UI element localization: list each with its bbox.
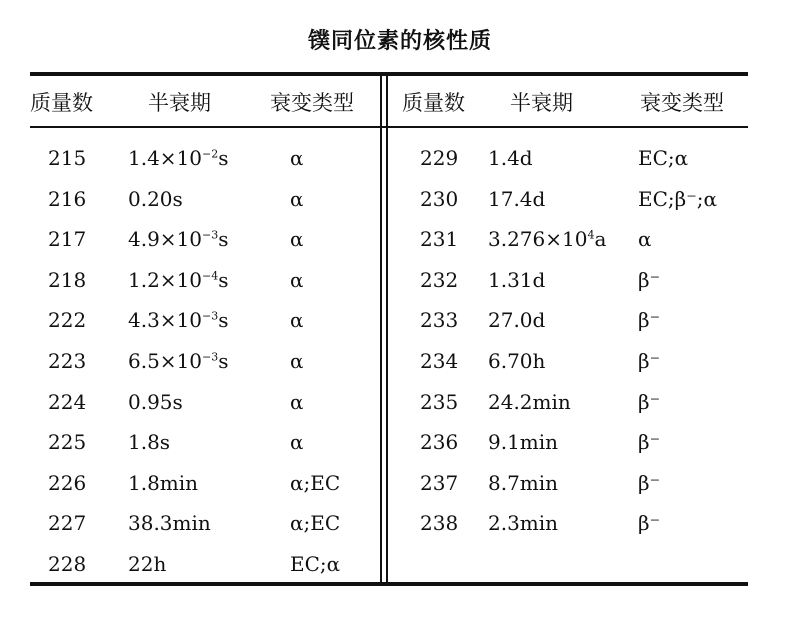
- half-life-cell: [488, 308, 545, 332]
- half-life-cell: [128, 308, 229, 332]
- mass-number-cell: 232: [420, 268, 459, 292]
- decay-type-cell: β⁻: [638, 308, 661, 332]
- half-life-cell: [128, 430, 170, 454]
- half-life-exponent: −3: [202, 228, 219, 242]
- half-life-value: 0.20s: [128, 187, 183, 211]
- decay-type-cell: α: [290, 187, 304, 211]
- mass-number-cell: 226: [48, 471, 87, 495]
- decay-type-cell: β⁻: [638, 349, 661, 373]
- half-life-value: 1.8s: [128, 430, 171, 454]
- half-life-unit: s: [218, 146, 229, 170]
- mass-number-cell: 228: [48, 552, 87, 576]
- mass-number-cell: 230: [420, 187, 459, 211]
- half-life-unit: s: [218, 227, 229, 251]
- decay-type-cell: α: [290, 349, 304, 373]
- decay-type-cell: EC;α: [638, 146, 689, 170]
- half-life-value: 1.31d: [488, 268, 546, 292]
- table-title: 镤同位素的核性质: [307, 29, 492, 54]
- half-life-cell: [488, 511, 558, 535]
- half-life-exponent: 4: [587, 228, 595, 242]
- half-life-cell: [488, 430, 558, 454]
- header-halflife-right: 半衰期: [510, 91, 573, 115]
- half-life-value: 4.9×10: [128, 227, 203, 251]
- half-life-cell: [128, 349, 229, 373]
- half-life-cell: [128, 390, 183, 414]
- half-life-cell: [488, 146, 533, 170]
- decay-type-cell: β⁻: [638, 471, 661, 495]
- half-life-value: 6.5×10: [128, 349, 203, 373]
- half-life-cell: [128, 511, 211, 535]
- bottom-rule: [30, 582, 748, 586]
- half-life-value: 1.2×10: [128, 268, 203, 292]
- half-life-cell: [488, 471, 558, 495]
- decay-type-cell: α: [290, 146, 304, 170]
- mass-number-cell: 218: [48, 268, 87, 292]
- divider-line-right: [386, 74, 388, 584]
- half-life-cell: [128, 268, 229, 292]
- half-life-cell: [128, 187, 183, 211]
- half-life-cell: [488, 349, 545, 373]
- half-life-cell: [128, 552, 166, 576]
- half-life-exponent: −3: [202, 350, 219, 364]
- mass-number-cell: 234: [420, 349, 459, 373]
- decay-type-cell: EC;β⁻;α: [638, 187, 718, 211]
- half-life-value: 17.4d: [488, 187, 546, 211]
- mass-number-cell: 238: [420, 511, 459, 535]
- half-life-value: 27.0d: [488, 308, 546, 332]
- header-mass-right: 质量数: [402, 91, 465, 115]
- half-life-exponent: −3: [202, 309, 219, 323]
- mass-number-cell: 229: [420, 146, 459, 170]
- mass-number-cell: 237: [420, 471, 459, 495]
- mass-number-cell: 233: [420, 308, 459, 332]
- half-life-cell: [128, 227, 229, 251]
- decay-type-cell: α;EC: [290, 471, 341, 495]
- mass-number-cell: 216: [48, 187, 87, 211]
- half-life-cell: [488, 268, 545, 292]
- decay-type-cell: α: [638, 227, 652, 251]
- half-life-exponent: −2: [202, 147, 219, 161]
- mass-number-cell: 225: [48, 430, 87, 454]
- half-life-value: 9.1min: [488, 430, 559, 454]
- decay-type-cell: α: [290, 430, 304, 454]
- decay-type-cell: β⁻: [638, 430, 661, 454]
- half-life-exponent: −4: [202, 269, 219, 283]
- half-life-value: 22h: [128, 552, 167, 576]
- header-mass-left: 质量数: [30, 91, 93, 115]
- half-life-unit: a: [594, 227, 607, 251]
- mass-number-cell: 235: [420, 390, 459, 414]
- mass-number-cell: 215: [48, 146, 87, 170]
- mass-number-cell: 224: [48, 390, 87, 414]
- top-rule: [30, 72, 748, 76]
- half-life-cell: [488, 187, 545, 211]
- half-life-cell: [488, 390, 571, 414]
- half-life-value: 2.3min: [488, 511, 559, 535]
- header-decay-left: 衰变类型: [270, 91, 354, 115]
- header-decay-right: 衰变类型: [640, 91, 724, 115]
- half-life-value: 1.4d: [488, 146, 533, 170]
- mass-number-cell: 236: [420, 430, 459, 454]
- decay-type-cell: α: [290, 308, 304, 332]
- half-life-value: 1.4×10: [128, 146, 203, 170]
- decay-type-cell: β⁻: [638, 511, 661, 535]
- half-life-value: 38.3min: [128, 511, 211, 535]
- decay-type-cell: α: [290, 390, 304, 414]
- half-life-unit: s: [218, 268, 229, 292]
- decay-type-cell: EC;α: [290, 552, 341, 576]
- half-life-unit: s: [218, 349, 229, 373]
- mass-number-cell: 222: [48, 308, 87, 332]
- mass-number-cell: 217: [48, 227, 87, 251]
- decay-type-cell: α;EC: [290, 511, 341, 535]
- half-life-cell: [128, 146, 229, 170]
- half-life-value: 24.2min: [488, 390, 571, 414]
- decay-type-cell: β⁻: [638, 390, 661, 414]
- mass-number-cell: 227: [48, 511, 87, 535]
- header-rule: [30, 126, 748, 128]
- decay-type-cell: β⁻: [638, 268, 661, 292]
- half-life-unit: s: [218, 308, 229, 332]
- half-life-value: 3.276×10: [488, 227, 588, 251]
- half-life-value: 1.8min: [128, 471, 199, 495]
- half-life-cell: [488, 227, 606, 251]
- half-life-value: 0.95s: [128, 390, 183, 414]
- mass-number-cell: 231: [420, 227, 459, 251]
- half-life-value: 8.7min: [488, 471, 559, 495]
- decay-type-cell: α: [290, 227, 304, 251]
- decay-type-cell: α: [290, 268, 304, 292]
- divider-line-left: [380, 74, 382, 584]
- half-life-value: 4.3×10: [128, 308, 203, 332]
- mass-number-cell: 223: [48, 349, 87, 373]
- half-life-cell: [128, 471, 198, 495]
- header-halflife-left: 半衰期: [148, 91, 211, 115]
- half-life-value: 6.70h: [488, 349, 546, 373]
